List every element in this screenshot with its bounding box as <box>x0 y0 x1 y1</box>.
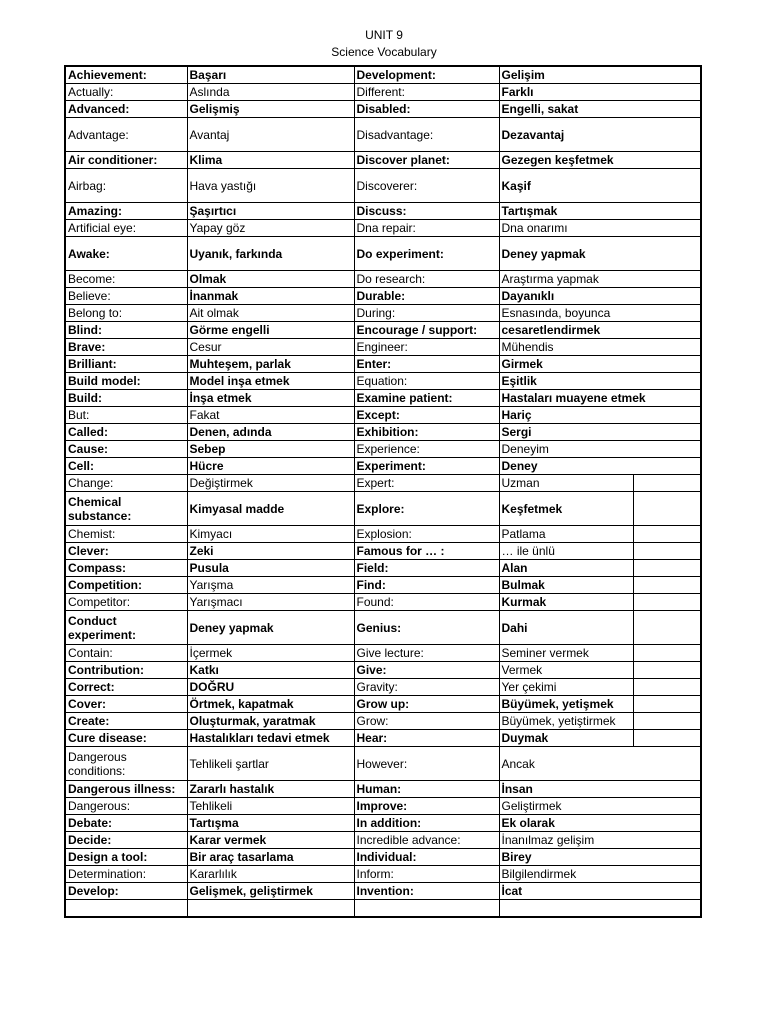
term-turkish: Deney <box>499 458 701 475</box>
term-turkish: Dna onarımı <box>499 220 701 237</box>
table-row <box>65 220 701 237</box>
term-english: Build model: <box>65 373 187 390</box>
term-english: Inform: <box>354 866 499 883</box>
term-english: Discover planet: <box>354 152 499 169</box>
term-english: Field: <box>354 560 499 577</box>
term-turkish: İcat <box>499 883 701 900</box>
term-english: Believe: <box>65 288 187 305</box>
vocabulary-table-body <box>65 66 701 917</box>
term-turkish: Denen, adında <box>187 424 354 441</box>
table-row <box>65 747 701 781</box>
term-turkish: Ait olmak <box>187 305 354 322</box>
term-english: Correct: <box>65 679 187 696</box>
term-turkish: Bilgilendirmek <box>499 866 701 883</box>
term-turkish: Gelişmiş <box>187 101 354 118</box>
table-row <box>65 543 701 560</box>
term-english: Invention: <box>354 883 499 900</box>
term-turkish: Deney yapmak <box>499 237 701 271</box>
term-english: Cause: <box>65 441 187 458</box>
term-turkish: Şaşırtıcı <box>187 203 354 220</box>
term-turkish: İnsan <box>499 781 701 798</box>
unit-title: UNIT 9 <box>365 28 403 42</box>
term-turkish: Hariç <box>499 407 701 424</box>
table-row <box>65 492 701 526</box>
table-row <box>65 832 701 849</box>
empty-cell <box>633 696 701 713</box>
term-turkish: Eşitlik <box>499 373 701 390</box>
term-english: Debate: <box>65 815 187 832</box>
table-row <box>65 407 701 424</box>
empty-cell <box>633 577 701 594</box>
term-english: Competition: <box>65 577 187 594</box>
term-turkish: Farklı <box>499 84 701 101</box>
term-turkish: Pusula <box>187 560 354 577</box>
term-turkish <box>499 900 701 918</box>
term-english: Find: <box>354 577 499 594</box>
term-turkish: Araştırma yapmak <box>499 271 701 288</box>
term-turkish: Sebep <box>187 441 354 458</box>
term-turkish: Oluşturmak, yaratmak <box>187 713 354 730</box>
table-row <box>65 118 701 152</box>
term-english: Build: <box>65 390 187 407</box>
empty-cell <box>633 662 701 679</box>
term-english: Except: <box>354 407 499 424</box>
term-english: Experience: <box>354 441 499 458</box>
term-english: Contribution: <box>65 662 187 679</box>
term-turkish: Görme engelli <box>187 322 354 339</box>
term-turkish: Gelişim <box>499 66 701 84</box>
term-turkish: Kurmak <box>499 594 633 611</box>
term-english: Encourage / support: <box>354 322 499 339</box>
term-turkish: Tehlikeli <box>187 798 354 815</box>
term-english: Cover: <box>65 696 187 713</box>
empty-cell <box>633 543 701 560</box>
term-english: Different: <box>354 84 499 101</box>
term-turkish: İçermek <box>187 645 354 662</box>
term-turkish: Deney yapmak <box>187 611 354 645</box>
term-turkish: Kararlılık <box>187 866 354 883</box>
term-english: Called: <box>65 424 187 441</box>
term-english: Air conditioner: <box>65 152 187 169</box>
term-english: Brave: <box>65 339 187 356</box>
term-turkish: Yer çekimi <box>499 679 633 696</box>
table-row <box>65 356 701 373</box>
term-english: Design a tool: <box>65 849 187 866</box>
term-english: Change: <box>65 475 187 492</box>
term-english: Conduct experiment: <box>65 611 187 645</box>
table-row <box>65 849 701 866</box>
term-english: Human: <box>354 781 499 798</box>
term-english: Individual: <box>354 849 499 866</box>
table-row <box>65 696 701 713</box>
empty-cell <box>633 679 701 696</box>
term-english: Dangerous illness: <box>65 781 187 798</box>
term-english: But: <box>65 407 187 424</box>
term-turkish: Bir araç tasarlama <box>187 849 354 866</box>
term-english: Disadvantage: <box>354 118 499 152</box>
term-english: Examine patient: <box>354 390 499 407</box>
empty-cell <box>633 730 701 747</box>
term-turkish: Tartışmak <box>499 203 701 220</box>
term-turkish: Yapay göz <box>187 220 354 237</box>
term-turkish: Uyanık, farkında <box>187 237 354 271</box>
table-row <box>65 152 701 169</box>
table-row <box>65 322 701 339</box>
term-turkish: Seminer vermek <box>499 645 633 662</box>
term-turkish: Uzman <box>499 475 633 492</box>
table-row <box>65 900 701 918</box>
term-english: Do research: <box>354 271 499 288</box>
term-english: Famous for … : <box>354 543 499 560</box>
term-english: Compass: <box>65 560 187 577</box>
term-english: Gravity: <box>354 679 499 696</box>
term-turkish: Büyümek, yetişmek <box>499 696 633 713</box>
term-turkish: Hücre <box>187 458 354 475</box>
term-turkish: Zeki <box>187 543 354 560</box>
term-english: Create: <box>65 713 187 730</box>
term-turkish: Tartışma <box>187 815 354 832</box>
term-english: Give: <box>354 662 499 679</box>
table-row <box>65 475 701 492</box>
table-row <box>65 203 701 220</box>
term-turkish: Katkı <box>187 662 354 679</box>
table-row <box>65 781 701 798</box>
term-turkish: Gezegen keşfetmek <box>499 152 701 169</box>
term-turkish: Ancak <box>499 747 701 781</box>
table-row <box>65 458 701 475</box>
table-row <box>65 679 701 696</box>
term-english <box>354 900 499 918</box>
term-english: Genius: <box>354 611 499 645</box>
empty-cell <box>633 526 701 543</box>
term-english: Incredible advance: <box>354 832 499 849</box>
term-turkish: Vermek <box>499 662 633 679</box>
table-row <box>65 424 701 441</box>
term-turkish: Örtmek, kapatmak <box>187 696 354 713</box>
table-row <box>65 866 701 883</box>
term-english: Clever: <box>65 543 187 560</box>
term-turkish: Aslında <box>187 84 354 101</box>
table-row <box>65 441 701 458</box>
table-row <box>65 271 701 288</box>
term-english: Cell: <box>65 458 187 475</box>
term-english: Artificial eye: <box>65 220 187 237</box>
term-turkish: Keşfetmek <box>499 492 633 526</box>
table-row <box>65 288 701 305</box>
term-english: Explore: <box>354 492 499 526</box>
term-turkish: Kimyasal madde <box>187 492 354 526</box>
term-turkish: Hastalıkları tedavi etmek <box>187 730 354 747</box>
term-turkish: Muhteşem, parlak <box>187 356 354 373</box>
term-english: Durable: <box>354 288 499 305</box>
term-english: Do experiment: <box>354 237 499 271</box>
term-english: Equation: <box>354 373 499 390</box>
table-row <box>65 815 701 832</box>
term-english: Contain: <box>65 645 187 662</box>
term-english: However: <box>354 747 499 781</box>
table-row <box>65 730 701 747</box>
table-row <box>65 645 701 662</box>
table-row <box>65 66 701 84</box>
term-turkish: cesaretlendirmek <box>499 322 701 339</box>
term-turkish: Olmak <box>187 271 354 288</box>
term-turkish: DOĞRU <box>187 679 354 696</box>
term-english: Discoverer: <box>354 169 499 203</box>
term-english: Enter: <box>354 356 499 373</box>
table-row <box>65 390 701 407</box>
empty-cell <box>633 645 701 662</box>
term-turkish: Hastaları muayene etmek <box>499 390 701 407</box>
table-row <box>65 560 701 577</box>
table-row <box>65 373 701 390</box>
term-english: Dangerous: <box>65 798 187 815</box>
empty-cell <box>633 475 701 492</box>
term-turkish: Kimyacı <box>187 526 354 543</box>
term-turkish: Ek olarak <box>499 815 701 832</box>
term-english: Explosion: <box>354 526 499 543</box>
term-english: Discuss: <box>354 203 499 220</box>
empty-cell <box>633 611 701 645</box>
term-english: Chemist: <box>65 526 187 543</box>
term-english: Brilliant: <box>65 356 187 373</box>
table-row <box>65 305 701 322</box>
term-turkish: Gelişmek, geliştirmek <box>187 883 354 900</box>
term-english: Grow: <box>354 713 499 730</box>
term-english: Grow up: <box>354 696 499 713</box>
term-turkish: Klima <box>187 152 354 169</box>
term-turkish: Tehlikeli şartlar <box>187 747 354 781</box>
term-turkish: Zararlı hastalık <box>187 781 354 798</box>
term-turkish: Dayanıklı <box>499 288 701 305</box>
table-row <box>65 169 701 203</box>
term-turkish: Fakat <box>187 407 354 424</box>
term-english: Advanced: <box>65 101 187 118</box>
term-turkish: Dahi <box>499 611 633 645</box>
term-turkish: Sergi <box>499 424 701 441</box>
term-turkish: Dezavantaj <box>499 118 701 152</box>
term-english: Found: <box>354 594 499 611</box>
table-row <box>65 84 701 101</box>
table-row <box>65 883 701 900</box>
term-turkish: Yarışma <box>187 577 354 594</box>
term-turkish: Birey <box>499 849 701 866</box>
term-english: During: <box>354 305 499 322</box>
term-english: Give lecture: <box>354 645 499 662</box>
term-english: Exhibition: <box>354 424 499 441</box>
term-english: Decide: <box>65 832 187 849</box>
term-english: Develop: <box>65 883 187 900</box>
term-turkish: Bulmak <box>499 577 633 594</box>
term-turkish: Avantaj <box>187 118 354 152</box>
term-turkish: Patlama <box>499 526 633 543</box>
term-turkish: Kaşif <box>499 169 701 203</box>
term-turkish: Cesur <box>187 339 354 356</box>
term-turkish: Duymak <box>499 730 633 747</box>
term-english: Development: <box>354 66 499 84</box>
empty-cell <box>633 594 701 611</box>
term-english: Disabled: <box>354 101 499 118</box>
term-english <box>65 900 187 918</box>
term-english: Determination: <box>65 866 187 883</box>
empty-cell <box>633 560 701 577</box>
term-turkish <box>187 900 354 918</box>
term-turkish: Hava yastığı <box>187 169 354 203</box>
term-english: Dna repair: <box>354 220 499 237</box>
table-row <box>65 526 701 543</box>
term-english: Chemical substance: <box>65 492 187 526</box>
term-turkish: Yarışmacı <box>187 594 354 611</box>
term-turkish: İnanılmaz gelişim <box>499 832 701 849</box>
vocabulary-table <box>64 65 702 918</box>
term-english: Amazing: <box>65 203 187 220</box>
table-row <box>65 713 701 730</box>
table-row <box>65 594 701 611</box>
page-subtitle: Science Vocabulary <box>331 45 437 59</box>
term-english: Engineer: <box>354 339 499 356</box>
empty-cell <box>633 713 701 730</box>
term-english: Improve: <box>354 798 499 815</box>
term-english: Hear: <box>354 730 499 747</box>
term-english: Achievement: <box>65 66 187 84</box>
table-row <box>65 577 701 594</box>
term-turkish: Büyümek, yetiştirmek <box>499 713 633 730</box>
term-turkish: Girmek <box>499 356 701 373</box>
term-turkish: Geliştirmek <box>499 798 701 815</box>
term-turkish: Başarı <box>187 66 354 84</box>
term-turkish: Model inşa etmek <box>187 373 354 390</box>
term-english: Dangerous conditions: <box>65 747 187 781</box>
term-english: Expert: <box>354 475 499 492</box>
table-row <box>65 662 701 679</box>
term-english: In addition: <box>354 815 499 832</box>
term-english: Advantage: <box>65 118 187 152</box>
term-english: Actually: <box>65 84 187 101</box>
term-turkish: … ile ünlü <box>499 543 633 560</box>
table-row <box>65 339 701 356</box>
empty-cell <box>633 492 701 526</box>
term-turkish: Mühendis <box>499 339 701 356</box>
term-turkish: Esnasında, boyunca <box>499 305 701 322</box>
term-english: Experiment: <box>354 458 499 475</box>
term-english: Become: <box>65 271 187 288</box>
term-turkish: İnanmak <box>187 288 354 305</box>
term-turkish: Karar vermek <box>187 832 354 849</box>
term-english: Belong to: <box>65 305 187 322</box>
term-english: Blind: <box>65 322 187 339</box>
table-row <box>65 101 701 118</box>
term-english: Cure disease: <box>65 730 187 747</box>
term-english: Airbag: <box>65 169 187 203</box>
term-turkish: Deneyim <box>499 441 701 458</box>
table-row <box>65 798 701 815</box>
term-turkish: Alan <box>499 560 633 577</box>
term-turkish: Değiştirmek <box>187 475 354 492</box>
term-turkish: Engelli, sakat <box>499 101 701 118</box>
term-turkish: İnşa etmek <box>187 390 354 407</box>
table-row <box>65 611 701 645</box>
table-row <box>65 237 701 271</box>
term-english: Competitor: <box>65 594 187 611</box>
term-english: Awake: <box>65 237 187 271</box>
